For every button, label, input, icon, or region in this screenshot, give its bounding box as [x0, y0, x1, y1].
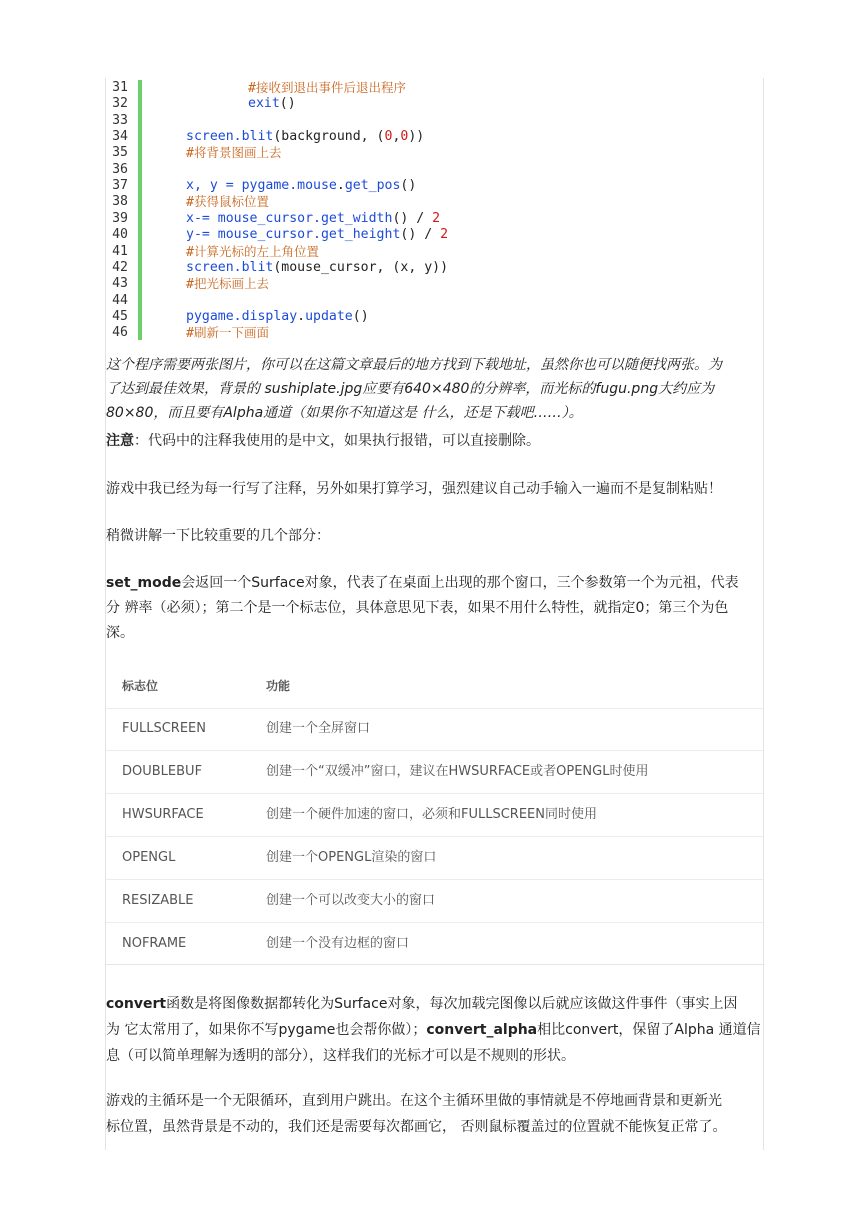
- explain-paragraph: 稍微讲解一下比较重要的几个部分：: [106, 528, 330, 544]
- convert-alpha-term: convert_alpha: [426, 1022, 538, 1038]
- mainloop-line: 游戏的主循环是一个无限循环，直到用户跳出。在这个主循环里做的事情就是不停地画背景和更新光: [106, 1093, 722, 1109]
- intro-line: 这个程序需要两张图片，你可以在这篇文章最后的地方找到下载地址，虽然你也可以随便找两张。为: [106, 357, 722, 373]
- code-line-source: [186, 227, 448, 243]
- set-mode-line: 会返回一个Surface对象，代表了在桌面上出现的那个窗口，三个参数第一个为元祖，代表: [181, 575, 739, 591]
- table-cell-flag: OPENGL: [122, 850, 176, 865]
- table-cell-function: 创建一个全屏窗口: [266, 721, 371, 736]
- convert-line: 为 它太常用了，如果你不写pygame也会帮你做）；: [106, 1022, 427, 1038]
- code-token: #: [186, 146, 194, 162]
- intro-line: 了达到最佳效果，背景的 sushiplate.jpg应要有640×480的分辨率，而光标的fugu.png大约应为: [106, 381, 715, 397]
- comments-paragraph: 游戏中我已经为每一行写了注释，另外如果打算学习，强烈建议自己动手输入一遍而不是复制粘贴！: [106, 481, 722, 497]
- table-cell-flag: DOUBLEBUF: [122, 764, 203, 779]
- code-token: (): [279, 96, 296, 112]
- code-token: 计算光标的左上角位置: [193, 243, 319, 259]
- code-token: #: [186, 244, 194, 260]
- note-label: 注意: [106, 433, 134, 449]
- code-line-source: [248, 96, 296, 112]
- code-token: 获得鼠标位置: [193, 194, 269, 210]
- code-token: (): [352, 308, 369, 324]
- code-line-number: 38: [112, 194, 128, 210]
- code-line-number: 31: [112, 80, 128, 95]
- code-line-number: 46: [112, 325, 128, 341]
- mainloop-line: 标位置，虽然背景是不动的，我们还是需要每次都画它， 否则鼠标覆盖过的位置就不能恢复正常了。: [106, 1119, 727, 1135]
- code-line-number: 37: [112, 178, 128, 194]
- convert-term: convert: [106, 996, 167, 1012]
- note-paragraph: [106, 429, 763, 453]
- code-line-number: 35: [112, 145, 128, 161]
- code-line-source: [186, 276, 269, 293]
- code-line-number: 33: [112, 112, 128, 128]
- convert-line: 函数是将图像数据都转化为Surface对象，每次加载完图像以后就应该做这件事件（事实上因: [166, 996, 738, 1012]
- code-line-number: 45: [112, 308, 128, 324]
- table-header-flag: 标志位: [122, 679, 159, 693]
- code-line-source: [186, 260, 448, 276]
- flags-table: [106, 664, 763, 968]
- code-token: screen.: [186, 129, 242, 145]
- mainloop-paragraph: [106, 1088, 763, 1140]
- table-cell-flag: FULLSCREEN: [122, 721, 206, 736]
- code-token: () /: [392, 210, 433, 226]
- code-token: (): [400, 178, 417, 194]
- table-bottom-border: [106, 964, 763, 965]
- code-line-number: 34: [112, 129, 128, 145]
- code-line-number: 42: [112, 259, 128, 275]
- set-mode-paragraph: [106, 571, 763, 646]
- table-cell-function: 创建一个硬件加速的窗口，必须和FULLSCREEN同时使用: [266, 807, 597, 822]
- code-line-source: [186, 178, 416, 194]
- table-header-row: [106, 664, 763, 709]
- code-line-source: [186, 211, 440, 227]
- code-token: 0: [400, 129, 409, 145]
- table-cell-flag: NOFRAME: [122, 936, 187, 951]
- code-token: )): [408, 129, 425, 145]
- article-body: [105, 78, 764, 1150]
- code-token: () /: [400, 227, 441, 243]
- code-token: 把光标画上去: [193, 276, 269, 292]
- code-token: get_height: [320, 227, 401, 243]
- table-row: [106, 923, 763, 965]
- code-token: y-= mouse_cursor.: [186, 227, 321, 243]
- table-cell-flag: RESIZABLE: [122, 893, 194, 908]
- code-token: 2: [432, 210, 441, 226]
- code-token: screen.: [186, 259, 242, 275]
- table-row: [106, 794, 763, 837]
- code-line-source: [186, 309, 369, 325]
- set-mode-line: 深。: [106, 625, 134, 641]
- intro-line: 80×80，而且要有Alpha通道（如果你不知道这是 什么，还是下载吧……）。: [106, 405, 583, 421]
- code-line-number: 43: [112, 276, 128, 292]
- convert-paragraph: [106, 991, 763, 1069]
- table-cell-function: 创建一个没有边框的窗口: [266, 936, 410, 951]
- table-row: [106, 880, 763, 923]
- code-token: #: [186, 195, 194, 211]
- code-line-source: [186, 244, 319, 261]
- table-header-function: 功能: [266, 679, 291, 693]
- code-line-number: 36: [112, 161, 128, 177]
- code-token: blit: [241, 259, 274, 275]
- code-line-source: [186, 325, 269, 342]
- code-token: 接收到退出事件后退出程序: [255, 80, 406, 95]
- convert-line: 相比convert，保留了Alpha 通道信: [537, 1022, 761, 1038]
- set-mode-line: 分 辨率（必须）；第二个是一个标志位，具体意思见下表，如果不用什么特性，就指定0；第三个为色: [106, 600, 729, 616]
- code-token: 2: [440, 227, 449, 243]
- code-gutter-bar: [138, 80, 142, 340]
- code-line-number: 39: [112, 210, 128, 226]
- code-line-number: 32: [112, 96, 128, 112]
- code-token: (background, (: [273, 129, 385, 145]
- table-row: [106, 708, 763, 751]
- code-line-source: [186, 129, 424, 145]
- code-line-number: 44: [112, 292, 128, 308]
- code-token: 将背景图画上去: [193, 145, 282, 161]
- code-token: update: [305, 308, 353, 324]
- table-cell-flag: HWSURFACE: [122, 807, 204, 822]
- code-token: mouse: [297, 178, 337, 194]
- code-token: #: [248, 81, 256, 96]
- intro-paragraph: [106, 353, 763, 425]
- code-token: get_width: [320, 210, 393, 226]
- note-text: ：代码中的注释我使用的是中文，如果执行报错，可以直接删除。: [134, 433, 540, 449]
- code-token: ,: [392, 129, 401, 145]
- code-line-source: [186, 145, 281, 162]
- code-line-source: [248, 80, 406, 97]
- table-row: [106, 751, 763, 794]
- code-token: exit: [248, 96, 280, 112]
- code-token: 0: [384, 129, 393, 145]
- code-line-number: 40: [112, 227, 128, 243]
- code-token: x, y = pygame.: [186, 178, 298, 194]
- code-token: display: [241, 308, 298, 324]
- code-token: .: [336, 178, 345, 194]
- code-line-source: [186, 194, 269, 211]
- code-block: [106, 78, 763, 341]
- set-mode-term: set_mode: [106, 575, 182, 591]
- code-token: #: [186, 277, 194, 293]
- code-token: (mouse_cursor, (x, y)): [273, 259, 449, 275]
- code-token: blit: [241, 129, 274, 145]
- code-token: 刷新一下画面: [193, 325, 269, 341]
- code-token: pygame.: [186, 308, 242, 324]
- table-row: [106, 837, 763, 880]
- convert-line: 息（可以简单理解为透明的部分），这样我们的光标才可以是不规则的形状。: [106, 1048, 575, 1064]
- code-token: .: [297, 308, 306, 324]
- table-cell-function: 创建一个可以改变大小的窗口: [266, 893, 436, 908]
- table-cell-function: 创建一个“双缓冲”窗口，建议在HWSURFACE或者OPENGL时使用: [266, 764, 649, 779]
- code-token: x-= mouse_cursor.: [186, 210, 321, 226]
- code-token: #: [186, 326, 194, 342]
- code-token: get_pos: [344, 178, 401, 194]
- table-cell-function: 创建一个OPENGL渲染的窗口: [266, 850, 437, 865]
- code-line-number: 41: [112, 243, 128, 259]
